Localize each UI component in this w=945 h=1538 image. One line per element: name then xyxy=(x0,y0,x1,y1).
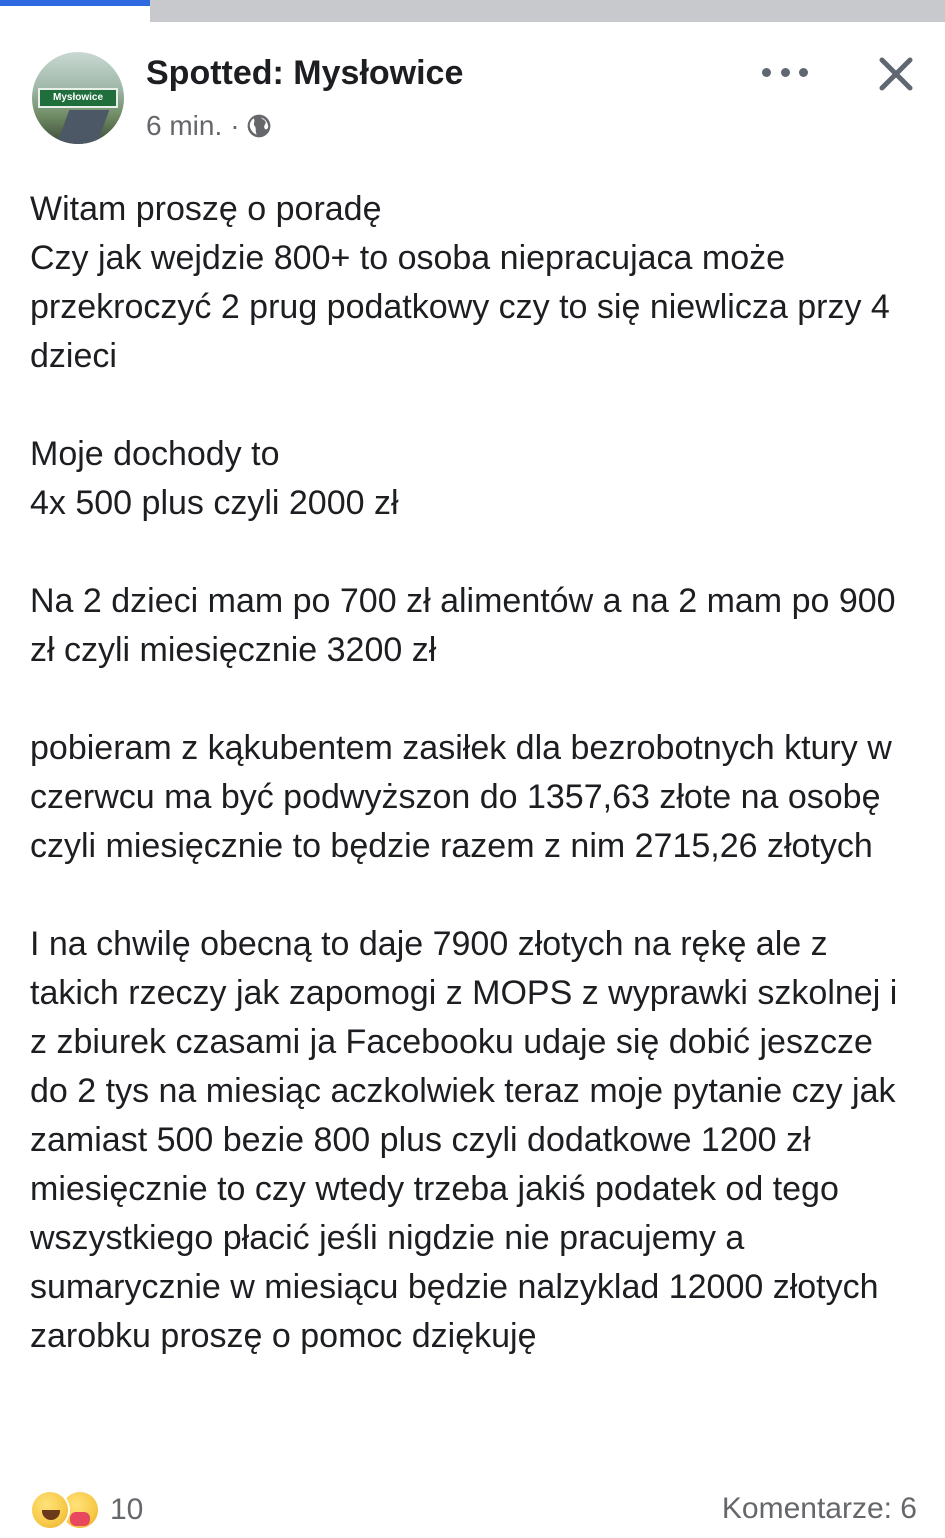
post-header xyxy=(0,22,945,162)
post-paragraph: Moje dochody to 4x 500 plus czyli 2000 zł xyxy=(30,435,399,522)
post-paragraph: Witam proszę o poradę Czy jak wejdzie 800+ to osoba niepracujaca może przekroczyć 2 prug podatkowy czy to się niewlicza przy 4 dzieci xyxy=(30,190,890,375)
more-options-icon[interactable] xyxy=(762,60,808,84)
avatar-sign: Mysłowice xyxy=(38,88,118,108)
post-time[interactable]: 6 min. xyxy=(146,110,223,141)
browser-top-bar xyxy=(0,0,945,22)
close-icon[interactable] xyxy=(874,52,918,96)
active-tab-indicator xyxy=(0,0,150,6)
page-avatar[interactable] xyxy=(32,52,124,144)
post-paragraph: pobieram z kąkubentem zasiłek dla bezrobotnych ktury w czerwcu ma być podwyższon do 1357,63 złote na osobę czyli miesięcznie to będzie razem z nim 2715,26 złotych xyxy=(30,729,892,865)
page-name[interactable]: Spotted: Mysłowice xyxy=(146,54,464,92)
reactions-summary[interactable] xyxy=(30,1490,143,1530)
post-paragraph: I na chwilę obecną to daje 7900 złotych na rękę ale z takich rzeczy jak zapomogi z MOPS z wyprawki szkolnej i z zbiurek czasami ja Facebooku udaje się dobić jeszcze do 2 tys na miesiąc aczkolwiek teraz moje pytanie czy jak zamiast 500 bezie 800 plus czyli dodatkowe 1200 zł miesięcznie to czy wtedy trzeba jakiś podatek od tego wszystkiego płacić jeśli nigdzie nie pracujemy a sumarycznie w miesiącu będzie nalzyklad 12000 złotych zarobku proszę o pomoc dziękuję xyxy=(30,925,898,1355)
meta-separator: · xyxy=(230,110,240,141)
top-bar-background xyxy=(150,0,945,22)
globe-icon xyxy=(246,113,272,139)
haha-icon xyxy=(30,1490,70,1530)
comments-count-link[interactable]: Komentarze: 6 xyxy=(721,1492,917,1525)
reaction-count: 10 xyxy=(110,1493,144,1526)
post-paragraph: Na 2 dzieci mam po 700 zł alimentów a na 2 mam po 900 zł czyli miesięcznie 3200 zł xyxy=(30,582,896,669)
post-meta xyxy=(146,110,272,142)
avatar-road xyxy=(55,110,110,144)
post-footer xyxy=(0,1482,945,1538)
post-text xyxy=(30,185,920,1410)
